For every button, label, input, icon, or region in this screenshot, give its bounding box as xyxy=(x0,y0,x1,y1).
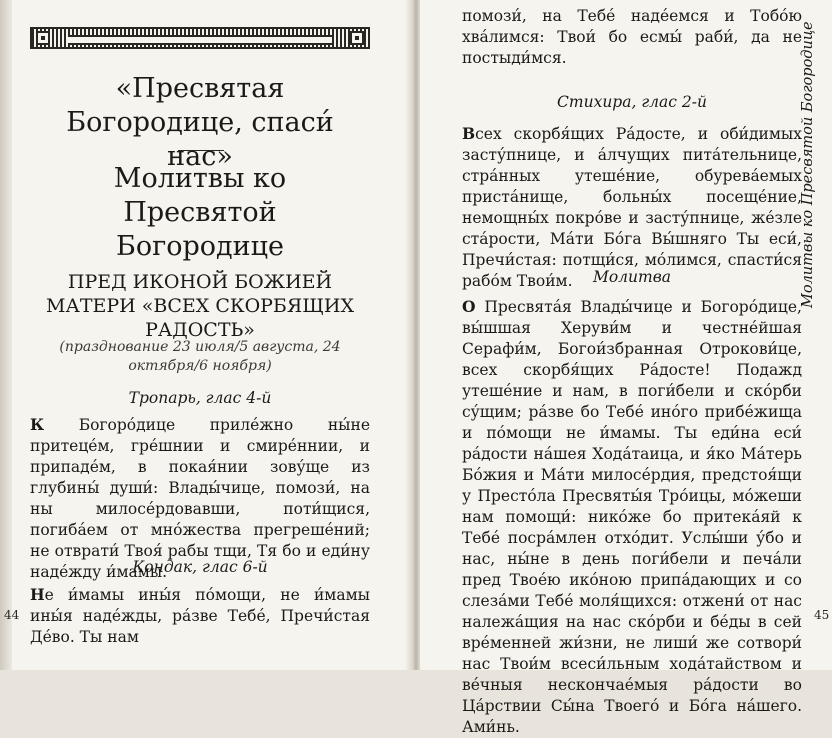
prayer-heading: Молитва xyxy=(592,268,671,286)
left-page xyxy=(0,0,412,670)
troparion-body: Богоро́дице приле́жно ны́не притеце́м, гре́шнии и смире́ннии, и припаде́м, в покая́нии зову́ще из глубины́ души́: Влады́чице, помози́, на ны милосе́рдовавши, поти́щися, погиба́ем от мно́жества прегреше́ний; не отврати́ Твоя́ рабы тщи, Тя бо и еди́ну наде́жду и́мамы. xyxy=(30,416,370,581)
title-divider xyxy=(178,150,224,151)
right-page xyxy=(420,0,832,736)
troparion-heading: Тропарь, глас 4-й xyxy=(128,389,272,407)
sticheron-text xyxy=(462,123,802,292)
ornament-knot-left xyxy=(36,31,50,45)
book-edge xyxy=(0,0,12,670)
page-number-right: 45 xyxy=(814,608,830,622)
page-number-left: 44 xyxy=(4,608,20,622)
chapter-title: «Пресвятая Богородице, спаси́ нас» xyxy=(66,73,334,172)
kontakion-heading: Кондак, глас 6-й xyxy=(132,558,268,576)
sticheron-body: сех скорбя́щих Ра́досте, и оби́димых засту́пнице, и а́лчущих пита́тельнице, стра́нных утеше́ние, обурева́емых приста́нище, больны́х посеще́ние, немощны́х покро́ве и засту́пнице, же́зле ста́рости, Ма́ти Бо́га Вы́шняго Ты еси́, Пречи́стая: потщи́ся, мо́лимся, спасти́ся рабо́м Твои́м. xyxy=(462,125,802,290)
kontakion-initial: Н xyxy=(30,585,45,604)
sticheron-initial: В xyxy=(462,124,476,143)
section-title: Молитвы ко Пресвятой Богородице xyxy=(113,163,287,262)
ornament-knot-right xyxy=(350,31,364,45)
feast-dates: (празднование 23 июля/5 августа, 24 октября/6 ноября) xyxy=(59,339,341,374)
prayer-initial: О xyxy=(462,297,476,316)
prayer-text xyxy=(462,296,802,738)
kontakion-text xyxy=(30,584,370,648)
running-title: Молитвы ко Пресвятой Богородице xyxy=(800,21,816,309)
icon-heading: ПРЕД ИКОНОЙ БОЖИЕЙ МАТЕРИ «ВСЕХ СКОРБЯЩИХ РАДОСТЬ» xyxy=(45,271,355,341)
ornament-center xyxy=(68,35,332,45)
troparion-initial: К xyxy=(30,415,45,434)
kontakion-continued: помози́, на Тебе́ наде́емся и Тобо́ю хва́лимся: Твои́ бо есмы́ раби́, да не постыди́мся. xyxy=(462,7,802,67)
sticheron-heading: Стихира, глас 2-й xyxy=(557,93,707,111)
prayer-body: Пресвята́я Влады́чице и Богоро́дице, вы́шшая Херуви́м и честне́йшая Серафи́м, Богои́збранная Отрокови́це, всех скорбя́щих Ра́досте! Подажд утеше́ние и нам, в поги́бели и ско́рби су́щим; ра́зве бо Тебе́ ино́го прибе́жища и по́мощи не и́мамы. Ты еди́на еси́ ра́дости на́шея Хода́таица, и я́ко Ма́терь Бо́жия и Ма́ти милосе́рдия, предстоя́щи у Престо́ла Пресвяты́я Тро́ицы, мо́жеши нам помощи́: нико́же бо притека́яй к Тебе́ посра́млен отхо́дит. Услы́ши у́бо и нас, ны́не в день поги́бели и печа́ли пред Твое́ю ико́ною припа́дающих и со слеза́ми Тебе́ моля́щихся: отжени́ от нас належа́щия на нас ско́рби и бе́ды в сей вре́менней жи́зни, не лиши́ же сотвори́ нас Твои́м всеси́льным хода́тайством и ве́чныя нескончае́мыя ра́дости во Ца́рствии Сы́на Твоего́ и Бо́га на́шего. Ами́нь. xyxy=(462,298,802,736)
ornament-band xyxy=(30,27,370,49)
kontakion-body: е и́мамы ины́я по́мощи, не и́мамы ины́я наде́жды, ра́зве Тебе́, Пречи́стая Де́во. Ты нам xyxy=(30,586,370,646)
